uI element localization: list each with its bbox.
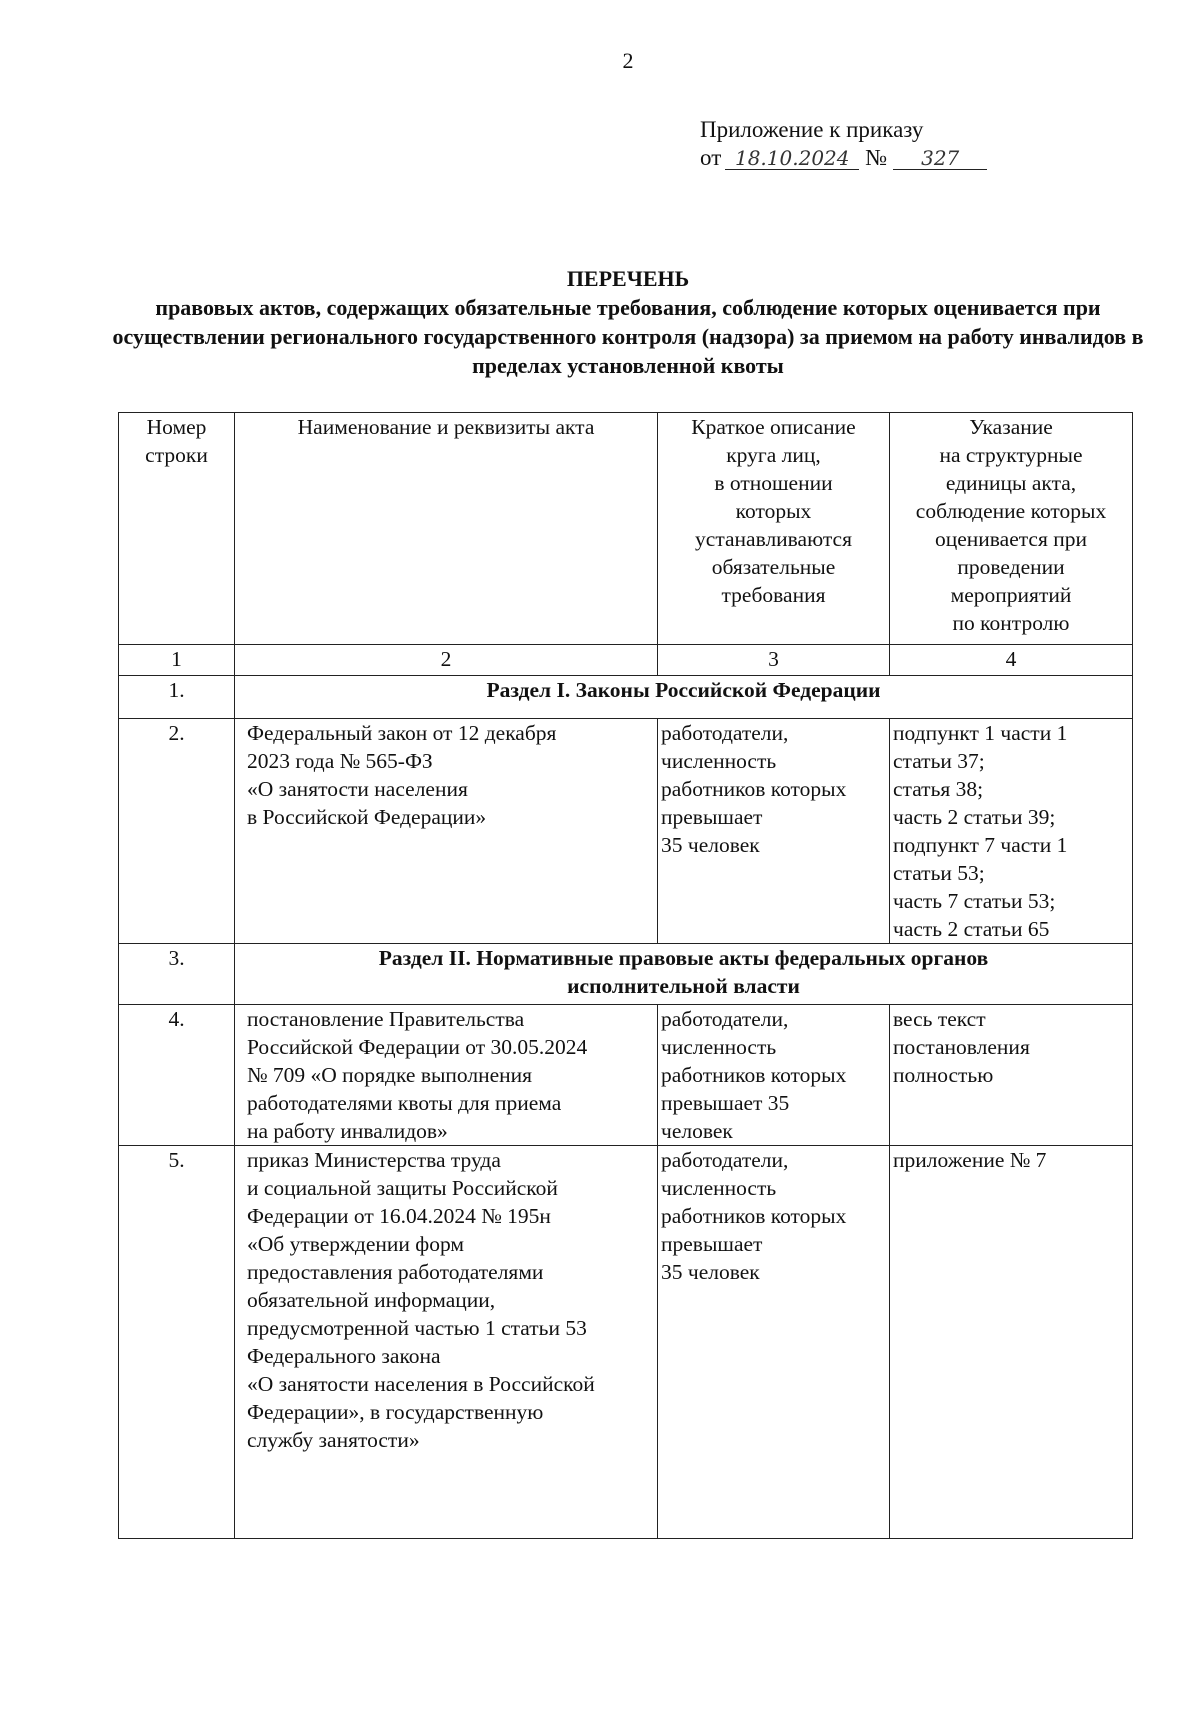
from-label: от	[700, 145, 722, 170]
row-number: 3.	[119, 944, 235, 1005]
page-number: 2	[622, 48, 634, 73]
row-number: 2.	[119, 719, 235, 944]
section-title: Раздел I. Законы Российской Федерации	[235, 676, 1133, 719]
appendix-header	[700, 116, 987, 172]
acts-table	[118, 412, 1133, 1539]
section-row	[119, 676, 1133, 719]
column-number: 4	[890, 645, 1133, 676]
number-label: №	[865, 145, 888, 170]
table-row	[119, 719, 1133, 944]
row-number: 1.	[119, 676, 235, 719]
handwritten-date: 18.10.2024	[725, 147, 859, 170]
row-number: 4.	[119, 1005, 235, 1146]
structural-units-cell: подпункт 1 части 1 статьи 37; статья 38; часть 2 статьи 39; подпункт 7 части 1 статьи 53; часть 7 статьи 53; часть 2 статьи 65	[890, 719, 1133, 944]
header-row-number: Номер строки	[119, 413, 235, 645]
header-persons: Краткое описание круга лиц, в отношении которых устанавливаются обязательные требования	[658, 413, 890, 645]
act-name-cell: постановление Правительства Российской Федерации от 30.05.2024 № 709 «О порядке выполнения работодателями квоты для приема на работу инвалидов»	[235, 1005, 658, 1146]
act-name-cell: Федеральный закон от 12 декабря 2023 года № 565-ФЗ «О занятости населения в Российской Федерации»	[235, 719, 658, 944]
act-name-cell: приказ Министерства труда и социальной защиты Российской Федерации от 16.04.2024 № 195н «Об утверждении форм предоставления работодателями обязательной информации, предусмотренной частью 1 статьи 53 Федерального закона «О занятости населения в Российской Федерации», в государственную службу занятости»	[235, 1146, 658, 1539]
persons-cell: работодатели, численность работников которых превышает 35 человек	[658, 719, 890, 944]
header-act-name: Наименование и реквизиты акта	[235, 413, 658, 645]
table-row	[119, 1146, 1133, 1539]
header-structural-units: Указание на структурные единицы акта, соблюдение которых оценивается при проведении мероприятий по контролю	[890, 413, 1133, 645]
column-number: 3	[658, 645, 890, 676]
document-title	[100, 264, 1156, 380]
table-header-row	[119, 413, 1133, 645]
title-subtitle: правовых актов, содержащих обязательные требования, соблюдение которых оценивается при осуществлении регионального государственного контроля (надзора) за приемом на работу инвалидов в пределах установленной квоты	[112, 295, 1144, 378]
section-title: Раздел II. Нормативные правовые акты федеральных органов исполнительной власти	[235, 944, 1133, 1005]
structural-units-cell: весь текст постановления полностью	[890, 1005, 1133, 1146]
persons-cell: работодатели, численность работников которых превышает 35 человек	[658, 1005, 890, 1146]
section-row	[119, 944, 1133, 1005]
handwritten-order-number: 327	[893, 147, 987, 170]
appendix-order-line	[700, 144, 987, 172]
appendix-title: Приложение к приказу	[700, 117, 924, 142]
table-row	[119, 1005, 1133, 1146]
persons-cell: работодатели, численность работников которых превышает 35 человек	[658, 1146, 890, 1539]
column-number: 2	[235, 645, 658, 676]
column-numbers-row	[119, 645, 1133, 676]
row-number: 5.	[119, 1146, 235, 1539]
column-number: 1	[119, 645, 235, 676]
structural-units-cell: приложение № 7	[890, 1146, 1133, 1539]
title-heading: ПЕРЕЧЕНЬ	[566, 266, 690, 291]
